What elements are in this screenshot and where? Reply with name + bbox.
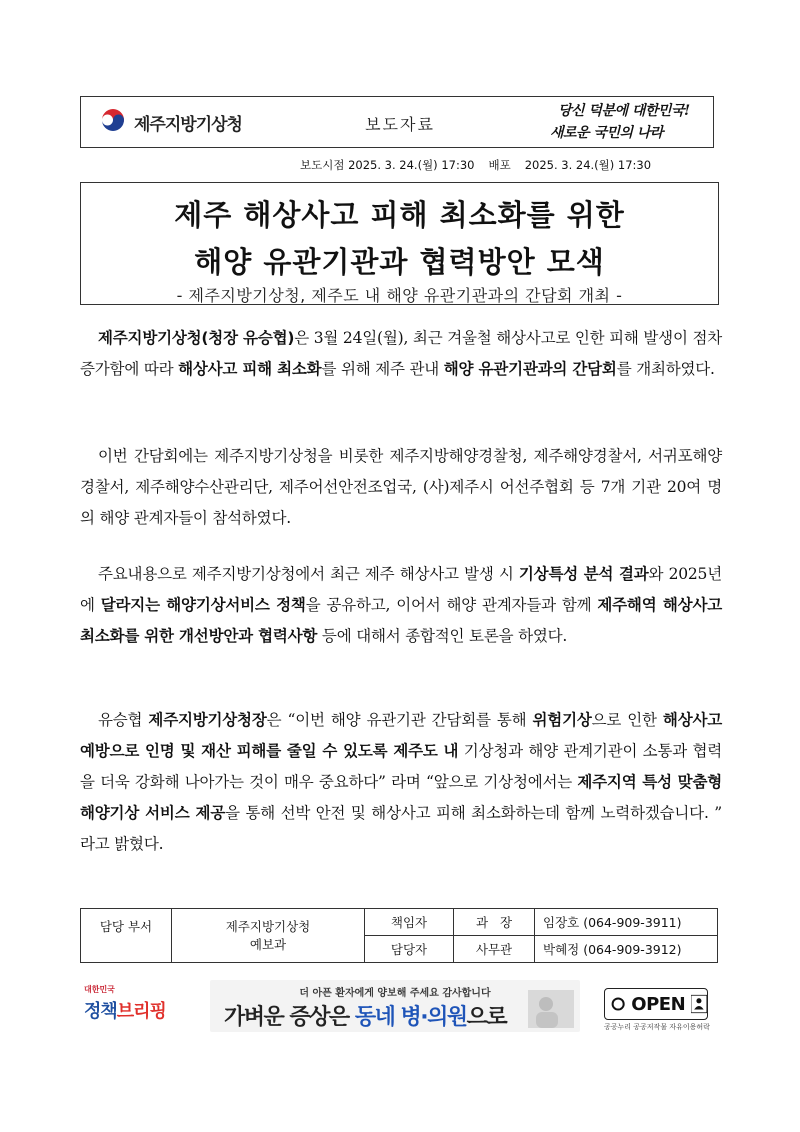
headline-line-1: 제주 해상사고 피해 최소화를 위한 — [174, 198, 625, 232]
person-cell: 임장호 (064-909-3911) — [535, 909, 718, 936]
bold-span: 위험기상 — [532, 711, 592, 729]
text-span: 유승협 — [98, 711, 149, 729]
body-paragraph-3 — [80, 559, 722, 652]
briefing-big-label — [84, 997, 174, 1023]
agency-name: 제주지방기상청 — [134, 114, 242, 135]
banner-text-a: 가벼운 증상은 — [224, 1005, 355, 1030]
bold-span: 해상사고 예방으로 인명 및 재산 피해를 줄일 수 있도록 제주도 내 — [80, 711, 723, 760]
dept-line-2: 예보과 — [249, 936, 287, 952]
open-license-badge — [604, 988, 708, 1032]
bold-span: 제주지방기상청장 — [148, 711, 267, 729]
text-span: 주요내용으로 제주지방기상청에서 최근 제주 해상사고 발생 시 — [98, 565, 519, 583]
banner-photo-icon — [528, 990, 574, 1028]
open-license-box — [604, 988, 708, 1020]
body-paragraph-4 — [80, 705, 722, 860]
body-paragraph-2 — [80, 441, 722, 534]
slogan-line-2: 새로운 국민의 나라 — [550, 125, 663, 141]
headline-line-2: 해양 유관기관과 협력방안 모색 — [194, 245, 605, 279]
bold-span: 제주지역 특성 맞춤형 해양기상 서비스 제공 — [80, 773, 722, 822]
position-cell: 과 장 — [454, 909, 535, 936]
bold-span: 제주지방기상청(청장 유승협) — [98, 329, 295, 347]
open-license-caption: 공공누리 공공저작물 자유이용허락 — [604, 1023, 710, 1031]
embargo-value: 2025. 3. 24.(월) 17:30 — [348, 158, 475, 172]
title-box — [80, 182, 719, 305]
text-span: 를 개최하였다. — [616, 360, 715, 378]
bold-span: 기상특성 분석 결과 — [518, 565, 649, 583]
open-circle-icon — [611, 995, 625, 1013]
slogan-calligraphy — [548, 100, 698, 144]
agency-logo — [98, 104, 248, 140]
text-span: 은 3월 24일(월), 최근 겨울철 해상사고로 인한 피해 발생이 점차 증가함에 따라 — [80, 329, 722, 378]
briefing-small-label: 대한민국 — [84, 985, 115, 994]
bold-span: 해상사고 피해 최소화 — [178, 360, 322, 378]
text-span: 와 2025년에 — [80, 565, 722, 614]
role-cell: 책임자 — [365, 909, 454, 936]
attribution-person-icon — [691, 993, 707, 1015]
person-cell: 박혜정 (064-909-3912) — [535, 936, 718, 963]
role-cell: 담당자 — [365, 936, 454, 963]
text-span: 을 공유하고, 이어서 해양 관계자들과 함께 — [305, 596, 598, 614]
text-span: 기상청과 해양 관계기관이 소통과 협력을 더욱 강화해 나아가는 것이 매우 중요하다” 라며 “앞으로 기상청에서는 — [80, 742, 722, 791]
contact-table — [80, 908, 718, 963]
text-span: 은 “이번 해양 유관기관 간담회를 통해 — [266, 711, 533, 729]
body-paragraph-1 — [80, 323, 722, 385]
release-info — [300, 157, 720, 173]
text-span: 이번 간담회에는 제주지방기상청을 비롯한 제주지방해양경찰청, 제주해양경찰서, 서귀포해양경찰서, 제주해양수산관리단, 제주어선안전조업국, (사)제주시 어선주협회 등 7개 기관 20여 명의 해양 관계자들이 참석하였다. — [80, 447, 722, 527]
slogan-line-1: 당신 덕분에 대한민국! — [558, 103, 690, 119]
open-label: OPEN — [631, 993, 686, 1015]
bold-span: 달라지는 해양기상서비스 정책 — [100, 596, 306, 614]
taegeuk-emblem-icon — [98, 107, 128, 137]
text-span: 를 위해 제주 관내 — [321, 360, 444, 378]
document-type: 보도자료 — [365, 115, 435, 134]
table-row — [81, 909, 718, 936]
bold-span: 제주해역 해상사고 최소화를 위한 개선방안과 협력사항 — [80, 596, 722, 645]
text-span: 등에 대해서 종합적인 토론을 하였다. — [317, 627, 568, 645]
dept-line-1: 제주지방기상청 — [225, 918, 311, 934]
policy-briefing-logo — [84, 984, 174, 1028]
campaign-banner — [210, 980, 580, 1032]
dept-label-cell: 담당 부서 — [81, 909, 172, 963]
dept-name-cell — [172, 909, 365, 963]
briefing-word-a: 정책 — [84, 1001, 117, 1022]
subheadline: - 제주지방기상청, 제주도 내 해양 유관기관과의 간담회 개최 - — [176, 286, 623, 305]
banner-text-b: 동네 병·의원 — [354, 1005, 467, 1030]
banner-text-c: 으로 — [466, 1005, 507, 1030]
banner-caption: 더 아픈 환자에게 양보해 주세요 감사합니다 — [299, 988, 491, 999]
text-span: 을 통해 선박 안전 및 해상사고 피해 최소화하는데 함께 노력하겠습니다. ” 라고 밝혔다. — [80, 804, 722, 853]
distribution-value: 2025. 3. 24.(월) 17:30 — [524, 158, 652, 172]
distribution-label: 배포 — [488, 158, 511, 172]
bold-span: 해양 유관기관과의 간담회 — [443, 360, 617, 378]
briefing-word-b: 브리핑 — [116, 1001, 166, 1022]
text-span: 으로 인한 — [591, 711, 663, 729]
position-cell: 사무관 — [454, 936, 535, 963]
banner-headline — [224, 1000, 506, 1031]
embargo-label: 보도시점 — [300, 158, 345, 172]
